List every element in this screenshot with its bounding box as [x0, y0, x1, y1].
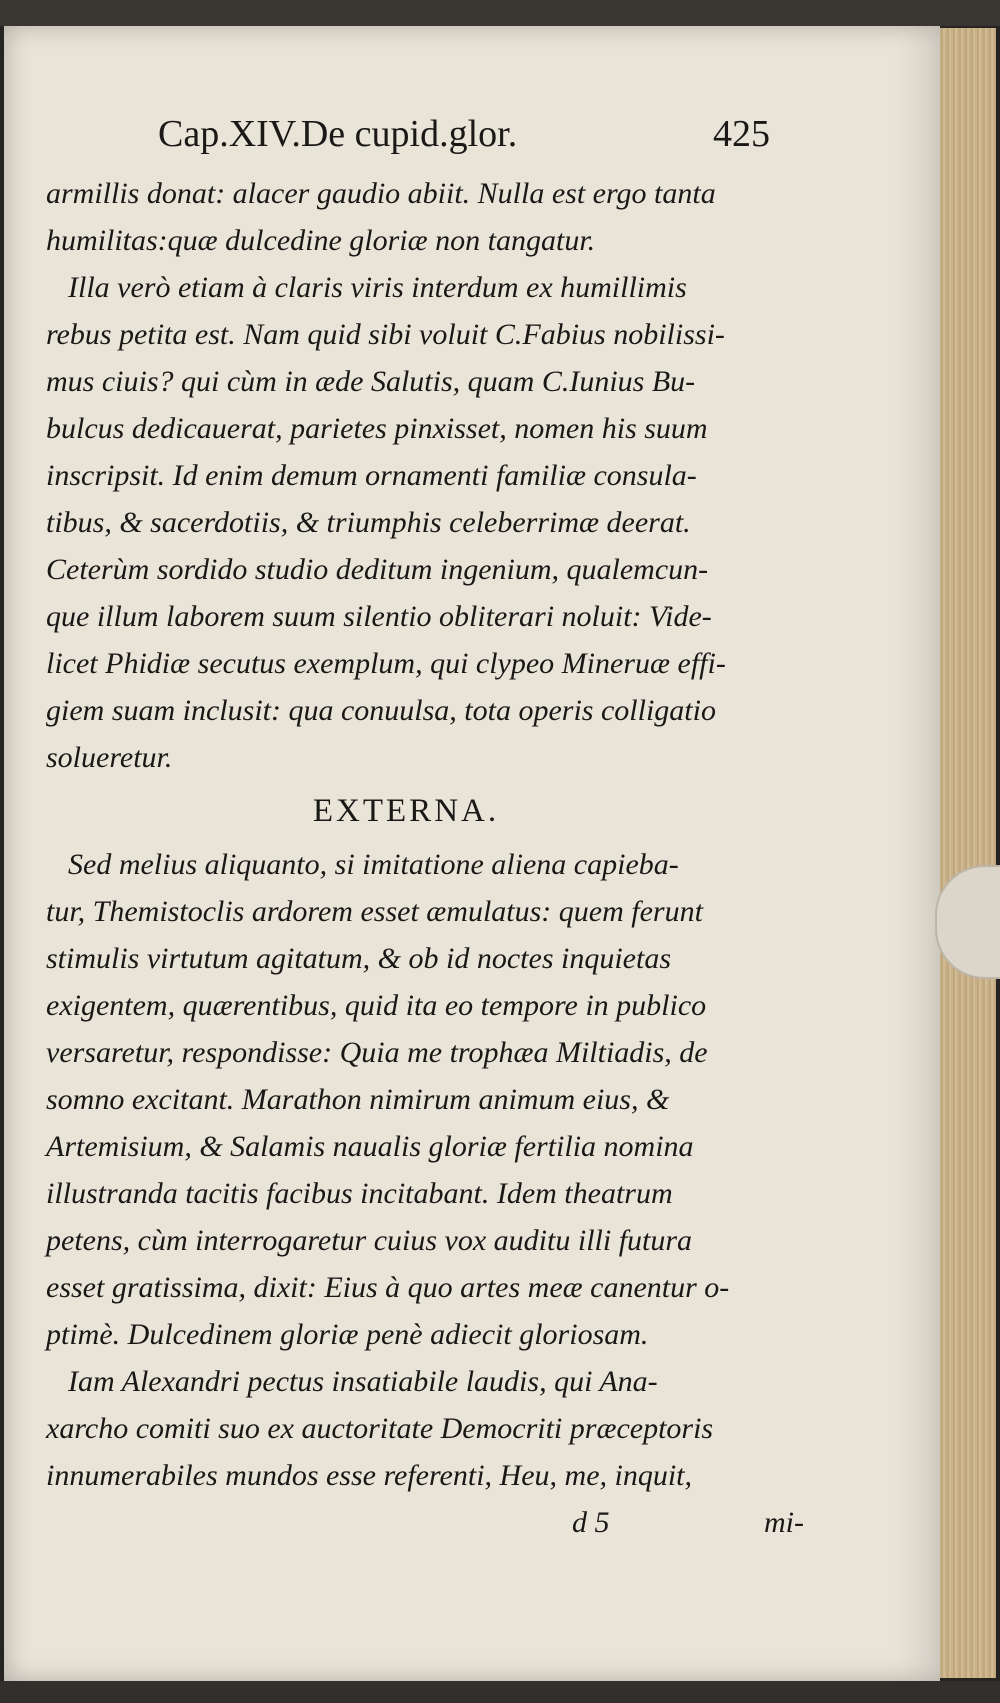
text-line: rebus petita est. Nam quid sibi voluit C.Fabius nobilissi- — [46, 318, 725, 351]
scan-bottom-border — [0, 1681, 1000, 1703]
text-line: tur, Themistoclis ardorem esset æmulatus: quem ferunt — [46, 895, 703, 928]
page-footer — [46, 1499, 826, 1546]
section-heading: EXTERNA. — [312, 793, 500, 829]
text-line: xarcho comiti suo ex auctoritate Democriti præceptoris — [46, 1412, 714, 1445]
page-edge-stack — [940, 28, 996, 1678]
text-line: que illum laborem suum silentio obliterari noluit: Vide- — [46, 600, 712, 633]
text-line: Sed melius aliquanto, si imitatione aliena capieba- — [68, 848, 679, 881]
running-title: Cap.XIV.De cupid.glor. — [158, 113, 518, 155]
text-line: inscripsit. Id enim demum ornamenti familiæ consula- — [46, 459, 697, 492]
text-line: giem suam inclusit: qua conuulsa, tota operis colligatio — [46, 694, 716, 727]
text-line: somno excitant. Marathon nimirum animum eius, & — [46, 1083, 670, 1116]
text-line: Artemisium, & Salamis naualis gloriæ fertilia nomina — [46, 1130, 694, 1163]
text-line: licet Phidiæ secutus exemplum, qui clypeo Mineruæ effi- — [46, 647, 726, 680]
text-line: humilitas:quæ dulcedine gloriæ non tangatur. — [46, 224, 596, 257]
page-number: 425 — [713, 113, 770, 155]
text-line: Ceterùm sordido studio deditum ingenium, qualemcun- — [46, 553, 709, 586]
text-line: mus ciuis? qui cùm in æde Salutis, quam C.Iunius Bu- — [46, 365, 696, 398]
text-line: exigentem, quærentibus, quid ita eo tempore in publico — [46, 989, 707, 1022]
text-line: Illa verò etiam à claris viris interdum ex humillimis — [68, 271, 687, 304]
text-line: innumerabiles mundos esse referenti, Heu, me, inquit, — [46, 1459, 693, 1492]
text-line: stimulis virtutum agitatum, & ob id noctes inquietas — [46, 942, 671, 975]
body-text — [46, 170, 826, 1546]
signature-mark: d 5 — [572, 1506, 610, 1539]
text-line: illustranda tacitis facibus incitabant. Idem theatrum — [46, 1177, 673, 1210]
text-line: versaretur, respondisse: Quia me trophæa Miltiadis, de — [46, 1036, 708, 1069]
running-header — [150, 112, 770, 162]
text-line: ptimè. Dulcedinem gloriæ penè adiecit gloriosam. — [46, 1318, 649, 1351]
text-line: bulcus dedicauerat, parietes pinxisset, nomen his suum — [46, 412, 708, 445]
text-line: tibus, & sacerdotiis, & triumphis celeberrimæ deerat. — [46, 506, 691, 539]
text-line: petens, cùm interrogaretur cuius vox auditu illi futura — [46, 1224, 693, 1257]
catchword: mi- — [764, 1506, 804, 1539]
scan-top-border — [0, 0, 1000, 26]
text-line: esset gratissima, dixit: Eius à quo artes meæ canentur o- — [46, 1271, 730, 1304]
text-line: solueretur. — [46, 741, 173, 774]
text-line: armillis donat: alacer gaudio abiit. Nulla est ergo tanta — [46, 177, 716, 210]
text-line: Iam Alexandri pectus insatiabile laudis, qui Ana- — [68, 1365, 658, 1398]
